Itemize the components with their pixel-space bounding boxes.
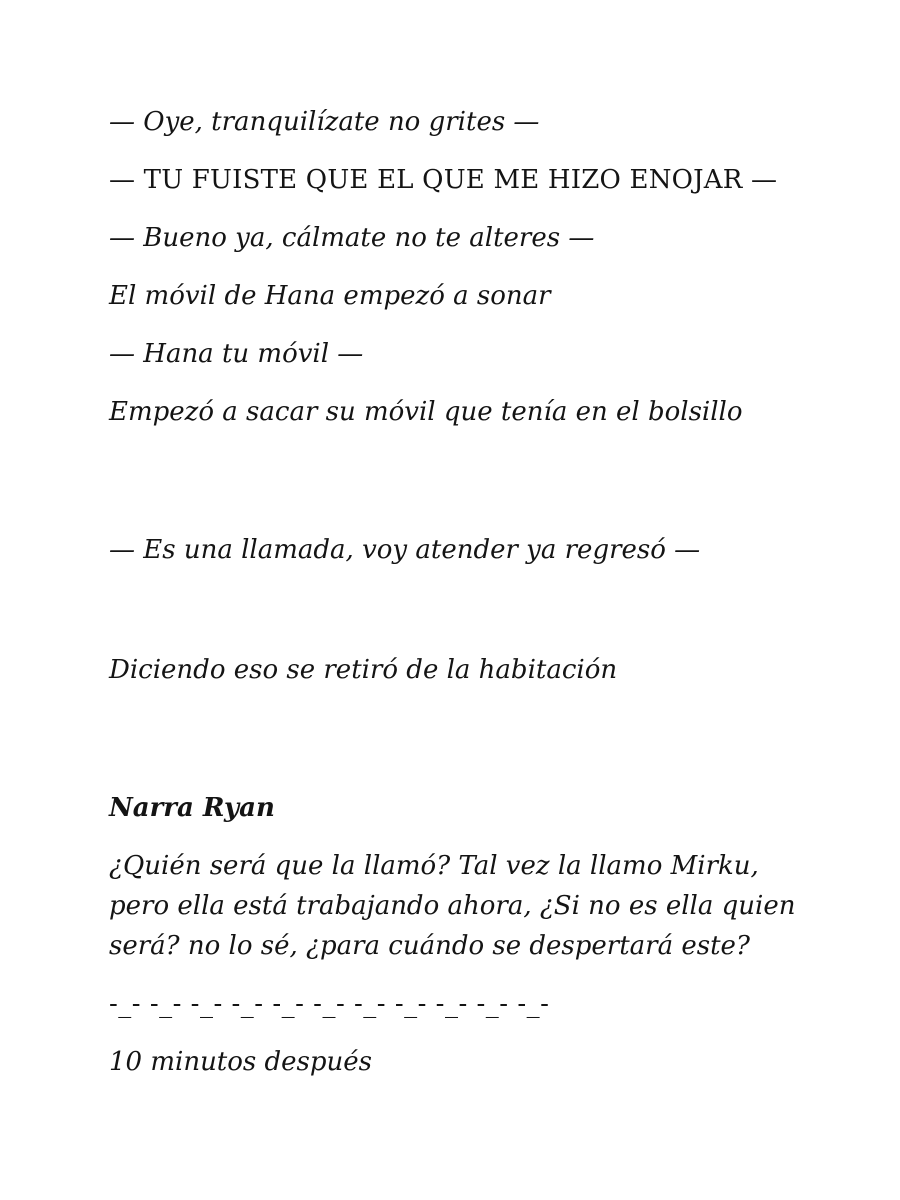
dialogue-line: — Hana tu móvil —: [109, 339, 364, 369]
narration-line: Diciendo eso se retiró de la habitación: [109, 655, 618, 685]
document-page: [109, 102, 809, 1100]
section-heading: Narra Ryan: [109, 793, 275, 823]
scene-separator: -_- -_- -_- -_- -_- -_- -_- -_- -_- -_- -_-: [109, 989, 550, 1019]
dialogue-line-shouting: — TU FUISTE QUE EL QUE ME HIZO ENOJAR —: [109, 165, 778, 195]
narration-line: El móvil de Hana empezó a sonar: [109, 281, 551, 311]
dialogue-line: — Bueno ya, cálmate no te alteres —: [109, 223, 595, 253]
dialogue-line: — Es una llamada, voy atender ya regresó —: [109, 535, 701, 565]
narration-line: Empezó a sacar su móvil que tenía en el bolsillo: [109, 397, 743, 427]
dialogue-line: — Oye, tranquilízate no grites —: [109, 107, 540, 137]
time-skip-line: 10 minutos después: [109, 1047, 373, 1077]
call-paragraph: [109, 450, 809, 770]
monologue-paragraph: ¿Quién será que la llamó? Tal vez la llamo Mirku, pero ella está trabajando ahora, ¿Si no es ella quien será? no lo sé, ¿para cuándo se despertará este?: [109, 851, 804, 961]
